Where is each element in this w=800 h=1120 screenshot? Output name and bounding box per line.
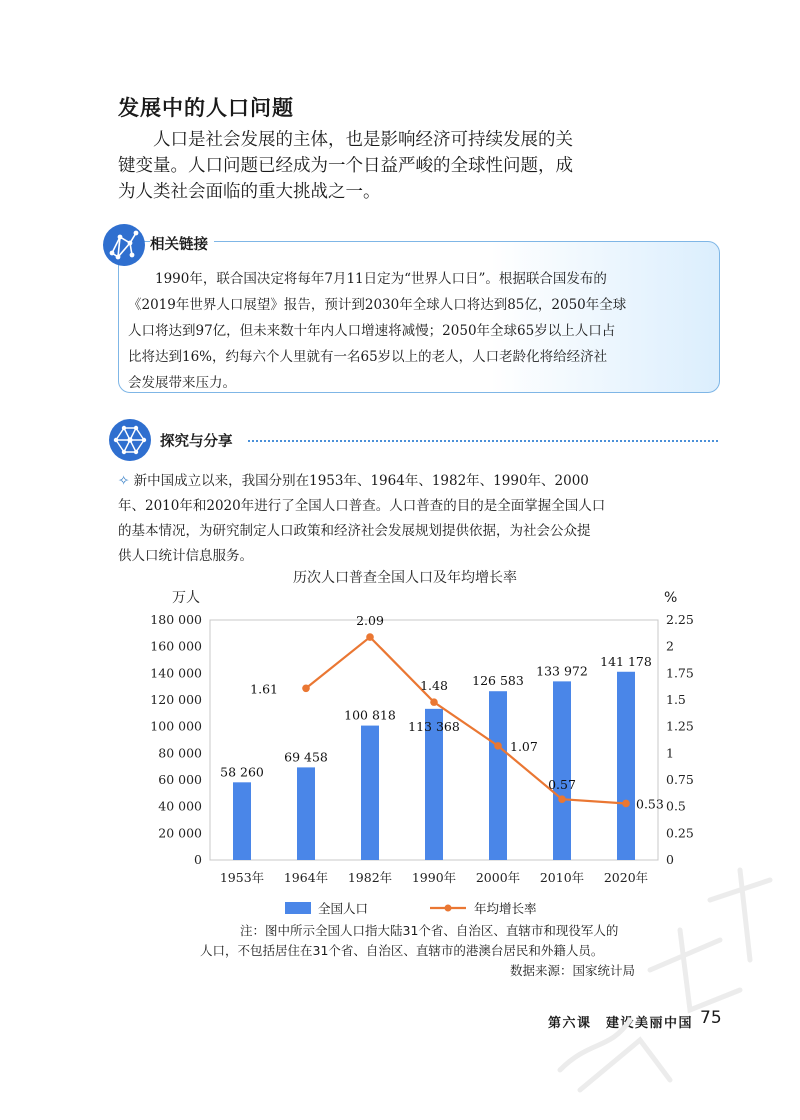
- bar-value-label: 58 260: [220, 764, 264, 780]
- explore-share-text: [118, 469, 718, 569]
- legend-bar-label: 全国人口: [318, 901, 369, 916]
- link-line: 《2019年世界人口展望》报告，预计到2030年全球人口将达到85亿，2050年全球: [128, 297, 627, 313]
- legend-line-label: 年均增长率: [474, 901, 537, 916]
- right-tick-label: 1.75: [666, 665, 694, 681]
- legend-line-marker: [445, 905, 452, 912]
- note-line: 注：图中所示全国人口指大陆31个省、自治区、直辖市和现役军人的: [240, 923, 619, 938]
- right-tick-label: 1: [666, 745, 674, 761]
- explore-share-title: 探究与分享: [160, 434, 233, 450]
- left-tick-label: 100 000: [150, 718, 202, 734]
- dotted-divider: [248, 440, 718, 442]
- right-tick-label: 0.75: [666, 772, 694, 787]
- bar: [297, 767, 315, 860]
- link-line: 人口将达到97亿，但未来数十年内人口增速将减慢；2050年全球65岁以上人口占: [128, 323, 616, 339]
- chart-title: 历次人口普查全国人口及年均增长率: [293, 570, 517, 586]
- chart-legend: [285, 901, 537, 916]
- left-tick-label: 0: [194, 852, 202, 867]
- bar-value-label: 126 583: [472, 673, 524, 689]
- bar: [617, 672, 635, 860]
- intro-line: 为人类社会面临的重大挑战之一。: [118, 182, 381, 202]
- left-tick-label: 160 000: [150, 638, 202, 654]
- explore-line: 的基本情况，为研究制定人口政策和经济社会发展规划提供依据，为社会公众提: [118, 523, 591, 539]
- right-axis-ticks: [666, 612, 694, 867]
- left-axis-ticks: [150, 612, 202, 867]
- page-number: 75: [700, 1008, 722, 1028]
- right-tick-label: 0: [666, 852, 674, 867]
- explore-line: 年、2010年和2020年进行了全国人口普查。人口普查的目的是全面掌握全国人口: [118, 498, 606, 514]
- line-value-label: 0.57: [548, 777, 576, 793]
- bar: [553, 681, 571, 860]
- category-label: 2010年: [539, 870, 585, 885]
- left-tick-label: 60 000: [158, 772, 202, 787]
- line-marker: [558, 795, 566, 803]
- explore-line: [118, 469, 718, 494]
- line-value-label: 2.09: [356, 613, 384, 629]
- footer-chapter: 第六课 建设美丽中国: [548, 1016, 694, 1031]
- category-label: 1982年: [347, 870, 393, 885]
- line-value-label: 1.61: [250, 681, 278, 697]
- line-marker: [494, 742, 502, 750]
- link-line: 比将达到16%，约每六个人里就有一名65岁以上的老人，人口老龄化将给经济社: [128, 349, 608, 365]
- watermark-stamp-icon: [520, 840, 800, 1120]
- globe-network-icon: [108, 418, 152, 462]
- link-line: 会发展带来压力。: [128, 375, 236, 391]
- line-marker: [302, 684, 310, 692]
- section-title: 发展中的人口问题: [118, 96, 294, 120]
- bar: [361, 726, 379, 860]
- left-tick-label: 120 000: [150, 692, 202, 707]
- bar-value-label: 69 458: [284, 749, 328, 765]
- line-value-label: 1.07: [510, 738, 538, 754]
- legend-bar-swatch: [285, 902, 311, 914]
- right-tick-label: 0.5: [666, 798, 686, 814]
- bar-value-label: 141 178: [600, 653, 652, 669]
- category-label: 1964年: [283, 870, 329, 885]
- left-tick-label: 80 000: [158, 745, 202, 761]
- explore-line: 供人口统计信息服务。: [118, 548, 253, 564]
- diamond-bullet-icon: ✧: [118, 473, 130, 489]
- note-line: 人口，不包括居住在31个省、自治区、直辖市的港澳台居民和外籍人员。: [200, 943, 604, 958]
- explore-line-text: 新中国成立以来，我国分别在1953年、1964年、1982年、1990年、2000: [129, 473, 589, 489]
- right-tick-label: 1.5: [666, 692, 686, 707]
- left-tick-label: 180 000: [150, 612, 202, 627]
- right-tick-label: 2.25: [666, 612, 694, 627]
- category-label: 1953年: [219, 870, 265, 885]
- bar: [233, 782, 251, 860]
- right-tick-label: 2: [666, 638, 674, 654]
- bar-value-label: 133 972: [536, 663, 588, 679]
- network-link-icon: [102, 223, 146, 267]
- intro-line: 人口是社会发展的主体，也是影响经济可持续发展的关: [118, 130, 573, 150]
- right-tick-label: 0.25: [666, 825, 694, 841]
- bar: [489, 691, 507, 860]
- related-link-title: 相关链接: [150, 233, 214, 254]
- intro-line: 键变量。人口问题已经成为一个日益严峻的全球性问题，成: [118, 156, 573, 176]
- line-value-label: 1.48: [420, 678, 448, 694]
- intro-paragraph: [118, 127, 588, 205]
- left-tick-label: 20 000: [158, 825, 202, 841]
- left-tick-label: 140 000: [150, 665, 202, 681]
- category-label: 1990年: [411, 870, 457, 885]
- data-source: 数据来源：国家统计局: [510, 963, 636, 978]
- line-marker: [366, 633, 374, 641]
- left-axis-unit: 万人: [172, 590, 200, 606]
- line-value-label: 0.53: [636, 796, 664, 812]
- right-tick-label: 1.25: [666, 718, 694, 734]
- left-tick-label: 40 000: [158, 798, 202, 814]
- related-link-text: [128, 266, 710, 396]
- link-line: 1990年，联合国决定将每年7月11日定为“世界人口日”。根据联合国发布的: [128, 271, 607, 287]
- right-axis-unit: %: [664, 590, 678, 606]
- bar-value-label: 100 818: [344, 707, 396, 723]
- line-marker: [622, 800, 630, 808]
- category-label: 2020年: [603, 870, 649, 885]
- category-label: 2000年: [475, 870, 521, 885]
- bar-value-label: 113 368: [408, 718, 460, 734]
- line-marker: [430, 698, 438, 706]
